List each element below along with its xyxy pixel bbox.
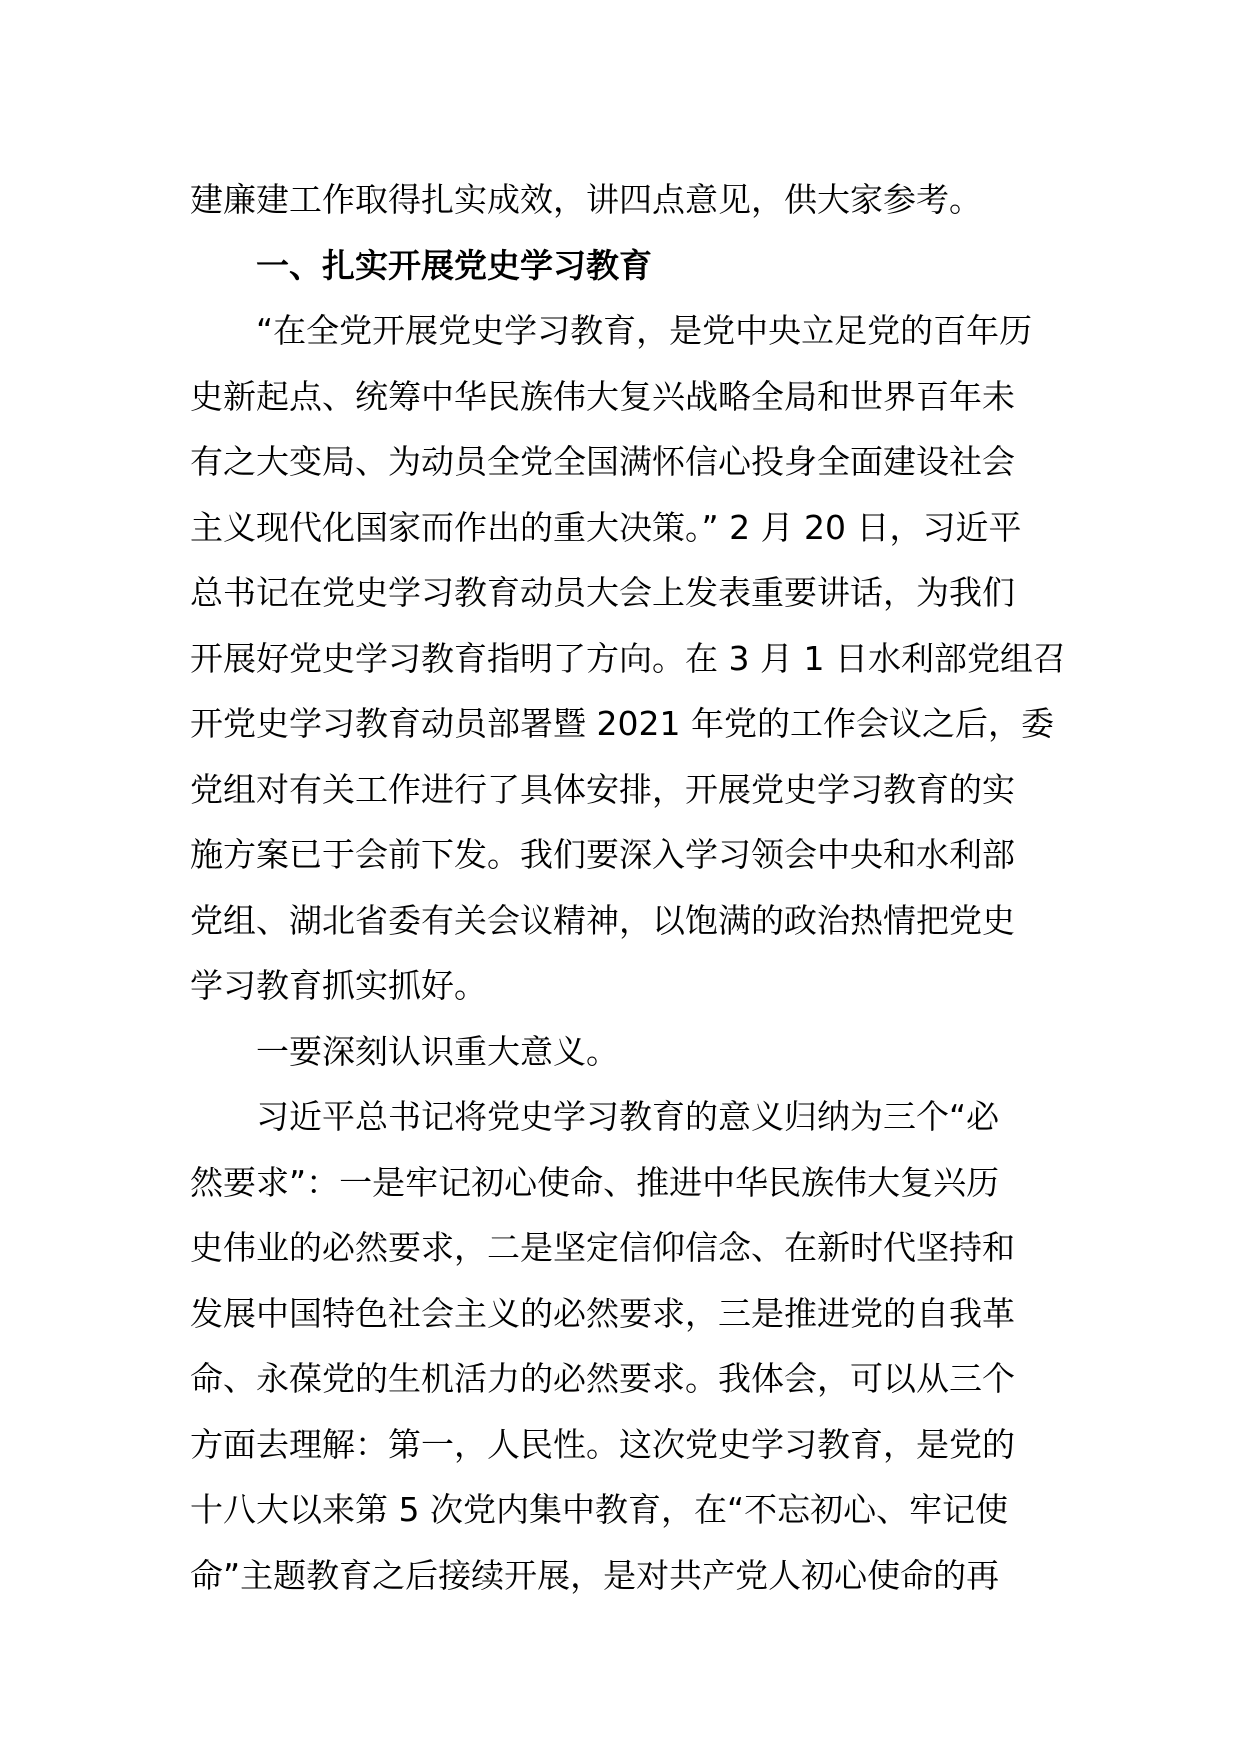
- text-line: 习近平总书记将党史学习教育的意义归纳为三个“必: [256, 1097, 1000, 1136]
- text-line: “在全党开展党史学习教育，是党中央立足党的百年历: [256, 311, 1033, 350]
- text-line: 学习教育抓实抓好。: [190, 966, 487, 1005]
- text-line: 命”主题教育之后接续开展，是对共产党人初心使命的再: [190, 1555, 1000, 1595]
- text-line: 总书记在党史学习教育动员大会上发表重要讲话，为我们: [190, 573, 1015, 612]
- text-line: 开党史学习教育动员部署暨 2021 年党的工作会议之后，委: [190, 704, 1054, 743]
- text-line: 建廉建工作取得扎实成效，讲四点意见，供大家参考。: [190, 180, 982, 219]
- text-line: 主义现代化国家而作出的重大决策。” 2 月 20 日，习近平: [190, 507, 1022, 547]
- text-line: 有之大变局、为动员全党全国满怀信心投身全面建设社会: [190, 442, 1015, 481]
- text-line: 命、永葆党的生机活力的必然要求。我体会，可以从三个: [190, 1359, 1015, 1398]
- section-heading: 一、扎实开展党史学习教育: [256, 245, 652, 285]
- text-line: 史新起点、统筹中华民族伟大复兴战略全局和世界百年未: [190, 376, 1015, 416]
- subheading-line: 一要深刻认识重大意义。: [256, 1031, 619, 1071]
- text-line: 党组对有关工作进行了具体安排，开展党史学习教育的实: [190, 769, 1015, 809]
- text-line: 党组、湖北省委有关会议精神，以饱满的政治热情把党史: [190, 900, 1015, 940]
- text-line: 施方案已于会前下发。我们要深入学习领会中央和水利部: [190, 835, 1015, 874]
- text-line: 史伟业的必然要求，二是坚定信仰信念、在新时代坚持和: [190, 1228, 1015, 1267]
- text-line: 然要求”：一是牢记初心使命、推进中华民族伟大复兴历: [190, 1162, 1000, 1202]
- text-line: 开展好党史学习教育指明了方向。在 3 月 1 日水利部党组召: [190, 638, 1066, 678]
- text-line: 方面去理解：第一，人民性。这次党史学习教育，是党的: [190, 1424, 1015, 1464]
- text-line: 十八大以来第 5 次党内集中教育，在“不忘初心、牢记使: [190, 1490, 1009, 1529]
- document-body: [190, 167, 1066, 1608]
- text-line: 发展中国特色社会主义的必然要求，三是推进党的自我革: [190, 1293, 1015, 1333]
